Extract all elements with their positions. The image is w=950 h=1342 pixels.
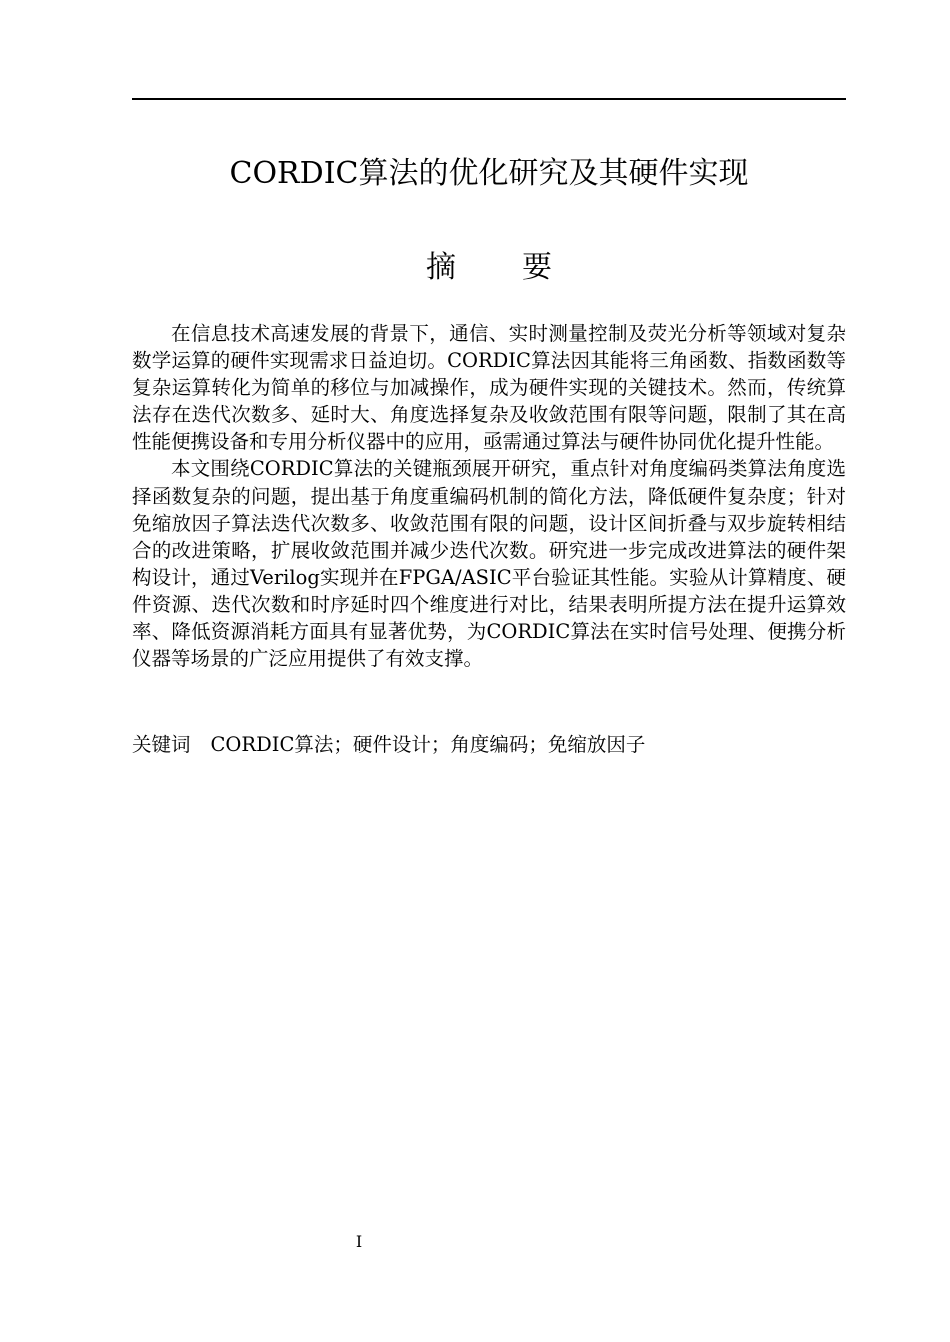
page-title: CORDIC算法的优化研究及其硬件实现 [229,156,749,191]
abstract-paragraph-2: 本文围绕CORDIC算法的关键瓶颈展开研究，重点针对角度编码类算法角度选择函数复杂的问题，提出基于角度重编码机制的简化方法，降低硬件复杂度；针对免缩放因子算法迭代次数多、收敛范围有限的问题，设计区间折叠与双步旋转相结合的改进策略，扩展收敛范围并减少迭代次数。研究进一步完成改进算法的硬件架构设计，通过Verilog实现并在FPGA/ASIC平台验证其性能。实验从计算精度、硬件资源、迭代次数和时序延时四个维度进行对比，结果表明所提方法在提升运算效率、降低资源消耗方面具有显著优势，为CORDIC算法在实时信号处理、便携分析仪器等场景的广泛应用提供了有效支撑。 [132,457,846,671]
page-number: I [355,1232,363,1251]
keywords-line [132,731,846,758]
header-rule [132,98,846,100]
keywords-text: CORDIC算法；硬件设计；角度编码；免缩放因子 [210,733,646,756]
abstract-body [132,320,846,672]
abstract-paragraph-1: 在信息技术高速发展的背景下，通信、实时测量控制及荧光分析等领域对复杂数学运算的硬件实现需求日益迫切。CORDIC算法因其能将三角函数、指数函数等复杂运算转化为简单的移位与加减操作，成为硬件实现的关键技术。然而，传统算法存在迭代次数多、延时大、角度选择复杂及收敛范围有限等问题，限制了其在高性能便携设备和专用分析仪器中的应用，亟需通过算法与硬件协同优化提升性能。 [132,322,846,454]
keywords-label: 关键词 [132,733,191,756]
abstract-heading: 摘要 [426,250,618,285]
